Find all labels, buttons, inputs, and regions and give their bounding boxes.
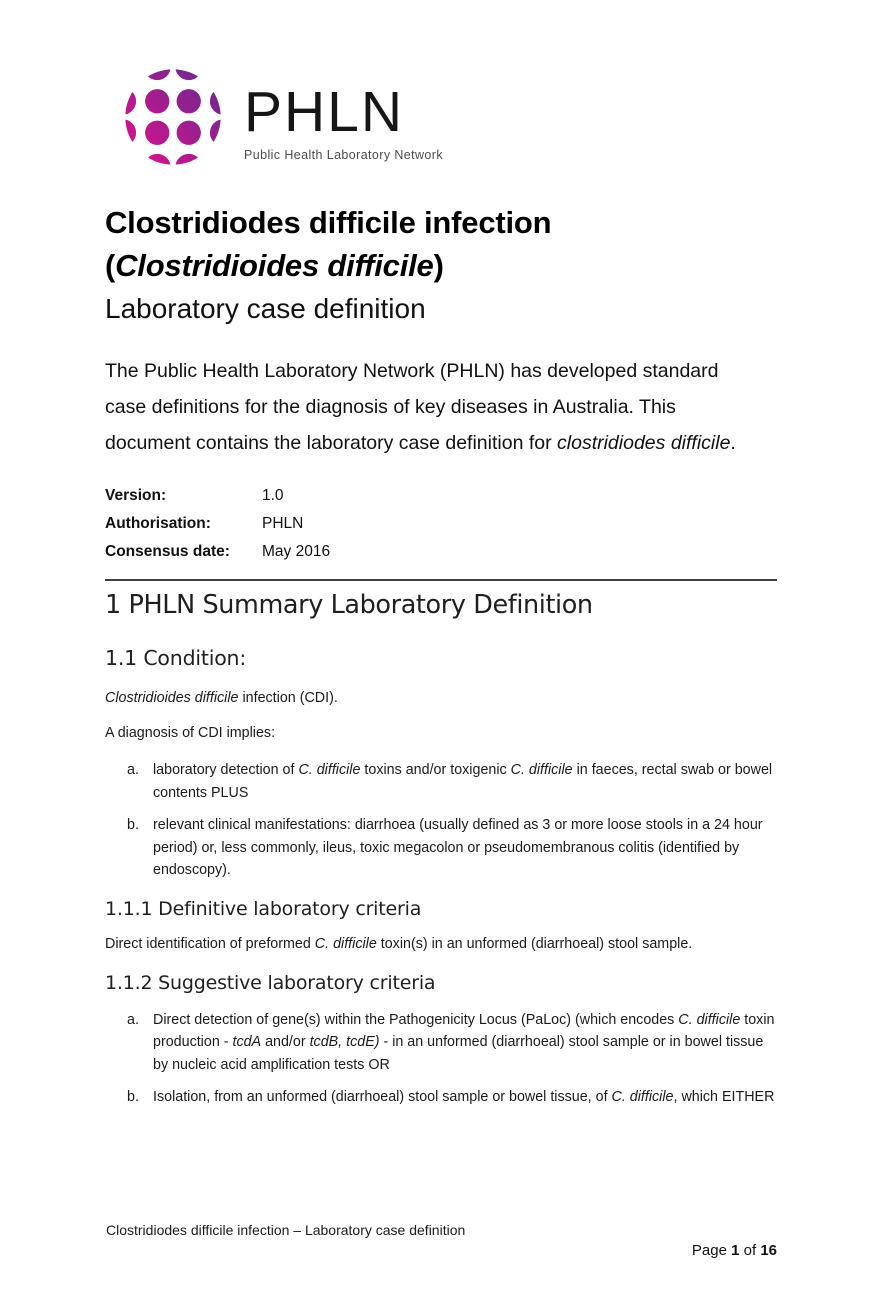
intro-line1: The Public Health Laboratory Network (PHLN) has developed standard bbox=[105, 360, 719, 382]
page-number: Page 1 of 16 bbox=[691, 1242, 777, 1259]
meta-label: Version: bbox=[105, 487, 167, 504]
condition-rest: infection (CDI). bbox=[238, 690, 338, 706]
condition-species-italic: Clostridioides difficile bbox=[105, 690, 239, 706]
section-1-heading: 1 PHLN Summary Laboratory Definition bbox=[105, 590, 593, 620]
meta-value: PHLN bbox=[262, 515, 304, 532]
current-page-number: 1 bbox=[731, 1242, 740, 1259]
meta-label: Consensus date: bbox=[105, 543, 230, 560]
page-footer bbox=[106, 1222, 777, 1259]
meta-label: Authorisation: bbox=[105, 515, 211, 532]
list-item bbox=[105, 814, 777, 882]
diagnosis-implies: A diagnosis of CDI implies: bbox=[105, 725, 276, 741]
intro-line3-text: document contains the laboratory case definition for bbox=[105, 432, 558, 454]
list-item-marker: a. bbox=[127, 762, 139, 778]
intro-line3 bbox=[105, 425, 777, 461]
section-divider bbox=[105, 579, 777, 581]
document-title bbox=[105, 201, 777, 287]
meta-value: May 2016 bbox=[262, 543, 331, 560]
title-species-italic: Clostridioides difficile bbox=[115, 248, 434, 283]
list-item-marker: b. bbox=[127, 817, 139, 833]
list-item-marker: a. bbox=[127, 1011, 139, 1028]
list-item-text: Isolation, from an unformed (diarrhoeal) stool sample or bowel tissue, of C. difficile, which EITHER bbox=[153, 1089, 775, 1105]
list-item-text: laboratory detection of C. difficile toxins and/or toxigenic C. difficile in faeces, rectal swab or bowel contents PLUS bbox=[153, 762, 773, 801]
logo-acronym: PHLN bbox=[244, 80, 405, 144]
phln-sphere-icon bbox=[119, 63, 227, 171]
logo-text-block bbox=[244, 80, 443, 171]
condition-criteria-list bbox=[105, 759, 777, 882]
meta-value: 1.0 bbox=[262, 487, 284, 504]
intro-paragraph bbox=[105, 353, 777, 461]
intro-line2: case definitions for the diagnosis of key diseases in Australia. This bbox=[105, 396, 676, 418]
title-paren-open: ( bbox=[105, 248, 116, 283]
condition-statement bbox=[105, 687, 777, 709]
intro-line3-italic: clostridiodes difficile bbox=[557, 432, 731, 454]
section-1-1-heading: 1.1 Condition: bbox=[105, 646, 247, 670]
list-item-text: relevant clinical manifestations: diarrhoea (usually defined as 3 or more loose stools in a 24 hour period) or, less commonly, ileus, toxic megacolon or pseudomembranous colitis (identified by endoscopy). bbox=[153, 817, 763, 878]
suggestive-criteria-list bbox=[105, 1009, 777, 1109]
list-item bbox=[105, 1086, 777, 1109]
section-1-1-1-heading: 1.1.1 Definitive laboratory criteria bbox=[105, 897, 422, 920]
meta-row-authorisation bbox=[105, 510, 777, 538]
intro-line3-period: . bbox=[730, 432, 736, 454]
document-page bbox=[0, 63, 882, 1310]
title-line1: Clostridiodes difficile infection bbox=[105, 205, 552, 240]
phln-logo bbox=[119, 63, 777, 171]
footer-document-title: Clostridiodes difficile infection – Laboratory case definition bbox=[106, 1222, 466, 1238]
document-subtitle: Laboratory case definition bbox=[105, 293, 426, 324]
list-item bbox=[105, 759, 777, 804]
list-item bbox=[105, 1009, 777, 1077]
total-page-count: 16 bbox=[760, 1242, 777, 1259]
logo-tagline: Public Health Laboratory Network bbox=[244, 148, 443, 162]
title-paren-close: ) bbox=[433, 248, 444, 283]
meta-row-consensus-date bbox=[105, 538, 777, 566]
section-1-1-2-heading: 1.1.2 Suggestive laboratory criteria bbox=[105, 971, 436, 994]
list-item-marker: b. bbox=[127, 1089, 139, 1105]
definitive-criteria-text: Direct identification of preformed C. difficile toxin(s) in an unformed (diarrhoeal) stool sample. bbox=[105, 935, 693, 952]
logo-dot-grid bbox=[119, 63, 227, 171]
meta-row-version bbox=[105, 482, 777, 510]
version-metadata bbox=[105, 482, 777, 566]
list-item-text: Direct detection of gene(s) within the Pathogenicity Locus (PaLoc) (which encodes C. difficile toxin production - tcdA and/or tcdB, tcdE) - in an unformed (diarrhoeal) stool sample or in bowel tissue by nucleic acid amplification tests OR bbox=[153, 1011, 775, 1073]
